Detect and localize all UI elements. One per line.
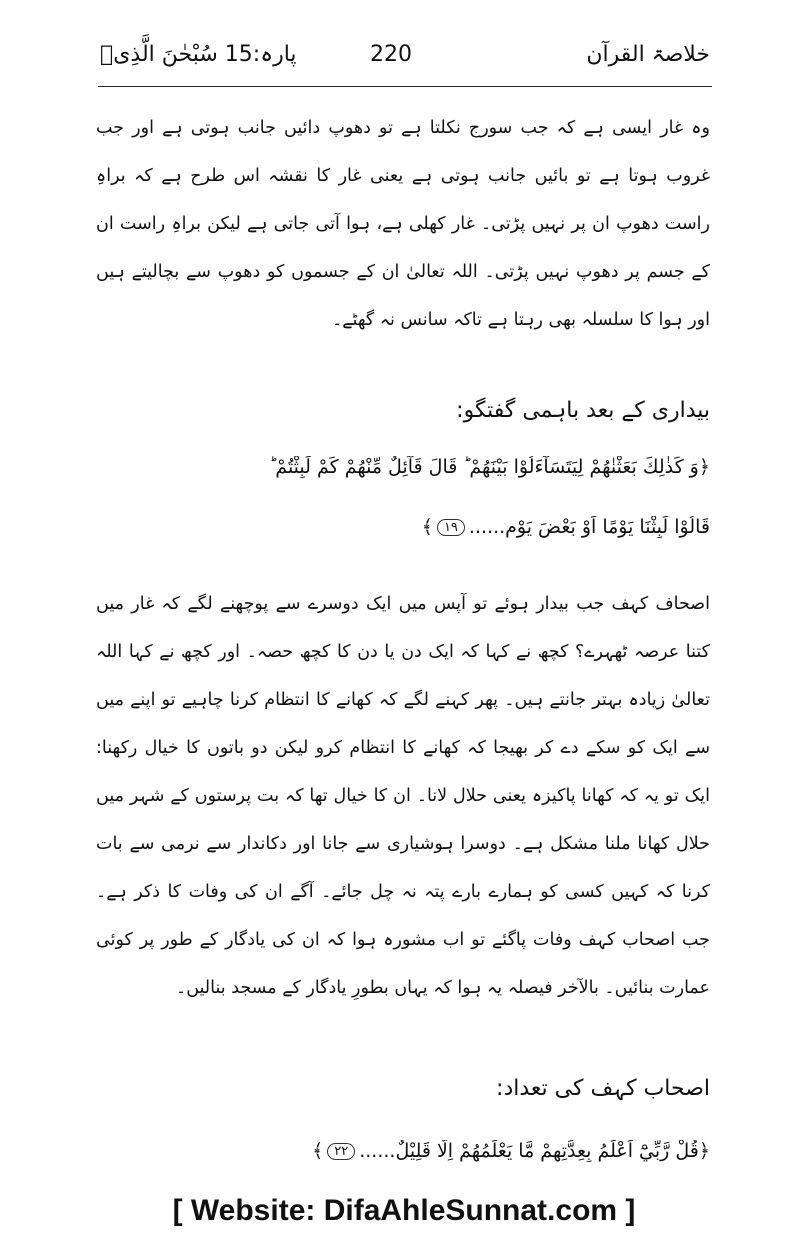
ayah-number-marker: ۱۹	[437, 519, 465, 536]
page-number: 220	[370, 42, 412, 67]
website-footer: [ Website: DifaAhleSunnat.com ]	[172, 1194, 636, 1227]
verse-close-bracket: ﴾	[312, 1140, 324, 1162]
verse-close-bracket: ﴾	[421, 516, 433, 538]
page-header	[100, 42, 710, 82]
verse-text: ﴿قُلْ رَّبِّيْٓ اَعْلَمُ بِعِدَّتِهِمْ مَّا يَعْلَمُهُمْ اِلَّا قَلِيْلٌ......	[359, 1140, 710, 1162]
para-label: پارہ:15 سُبْحٰنَ الَّذِیۡ	[100, 42, 297, 67]
paragraph-text: اصحاف کہف جب بیدار ہوئے تو آپس میں ایک دوسرے سے پوچھنے لگے کہ غار میں کتنا عرصہ ٹھہرے؟ کچھ نے کہا کہ ایک دن یا دن کا کچھ حصہ۔ اور کچھ نے کہا اللہ تعالیٰ زیادہ بہتر جانتے ہیں۔ پھر کہنے لگے کہ کھانے کا انتظام کرنا چاہیے تو اپنے میں سے ایک کو سکے دے کر بھیجا کہ کھانے کا انتظام کرو لیکن دو باتوں کا خیال رکھنا: ایک تو یہ کہ کھانا پاکیزہ یعنی حلال لانا۔ ان کا خیال تھا کہ بت پرستوں کے شہر میں حلال کھانا ملنا مشکل ہے۔ دوسرا ہوشیاری سے جانا اور دکاندار سے نرمی سے بات کرنا کہ کہیں کسی کو ہمارے بارے پتہ نہ چل جائے۔ آگے ان کی وفات کا ذکر ہے۔ جب اصحاب کہف وفات پاگئے تو اب مشورہ ہوا کہ ان کی یادگار کے طور پر کوئی عمارت بنائیں۔ بالآخر فیصلہ یہ ہوا کہ یہاں بطورِ یادگار کے مسجد بنالیں۔	[96, 594, 710, 998]
verse-text: قَالُوْا لَبِثْنَا يَوْمًا اَوْ بَعْضَ يَوْمٍ......	[468, 516, 710, 538]
quran-verse-line-3	[96, 1140, 710, 1162]
quran-verse-line-2	[96, 516, 710, 538]
header-rule	[98, 86, 712, 87]
paragraph-awakening-discussion	[96, 580, 710, 1012]
section-heading-count: اصحاب کہف کی تعداد:	[496, 1076, 710, 1101]
verse-text: ﴿وَ كَذٰلِكَ بَعَثْنٰهُمْ لِيَتَسَآءَلُوْا بَيْنَهُمْ ؕ قَالَ قَآئِلٌ مِّنْهُمْ كَمْ لَبِثْتُمْ ؕ	[269, 456, 710, 478]
quran-verse-line-1	[96, 456, 710, 478]
ayah-number-marker: ۲۲	[327, 1143, 355, 1160]
book-title: خلاصۃ القرآن	[586, 42, 710, 67]
paragraph-cave-description	[96, 104, 710, 344]
paragraph-text: وہ غار ایسی ہے کہ جب سورج نکلتا ہے تو دھوپ دائیں جانب ہوتی ہے اور جب غروب ہوتا ہے تو بائیں جانب ہوتی ہے یعنی غار کا نقشہ اس طرح ہے کہ براہِ راست دھوپ ان پر نہیں پڑتی۔ غار کھلی ہے، ہوا آتی جاتی ہے لیکن براہِ راست ان کے جسم پر دھوپ نہیں پڑتی۔ اللہ تعالیٰ ان کے جسموں کو دھوپ سے بچالیتے ہیں اور ہوا کا سلسلہ بھی رہتا ہے تاکہ سانس نہ گھٹے۔	[96, 118, 710, 330]
section-heading-awakening: بیداری کے بعد باہمی گفتگو:	[456, 398, 710, 423]
